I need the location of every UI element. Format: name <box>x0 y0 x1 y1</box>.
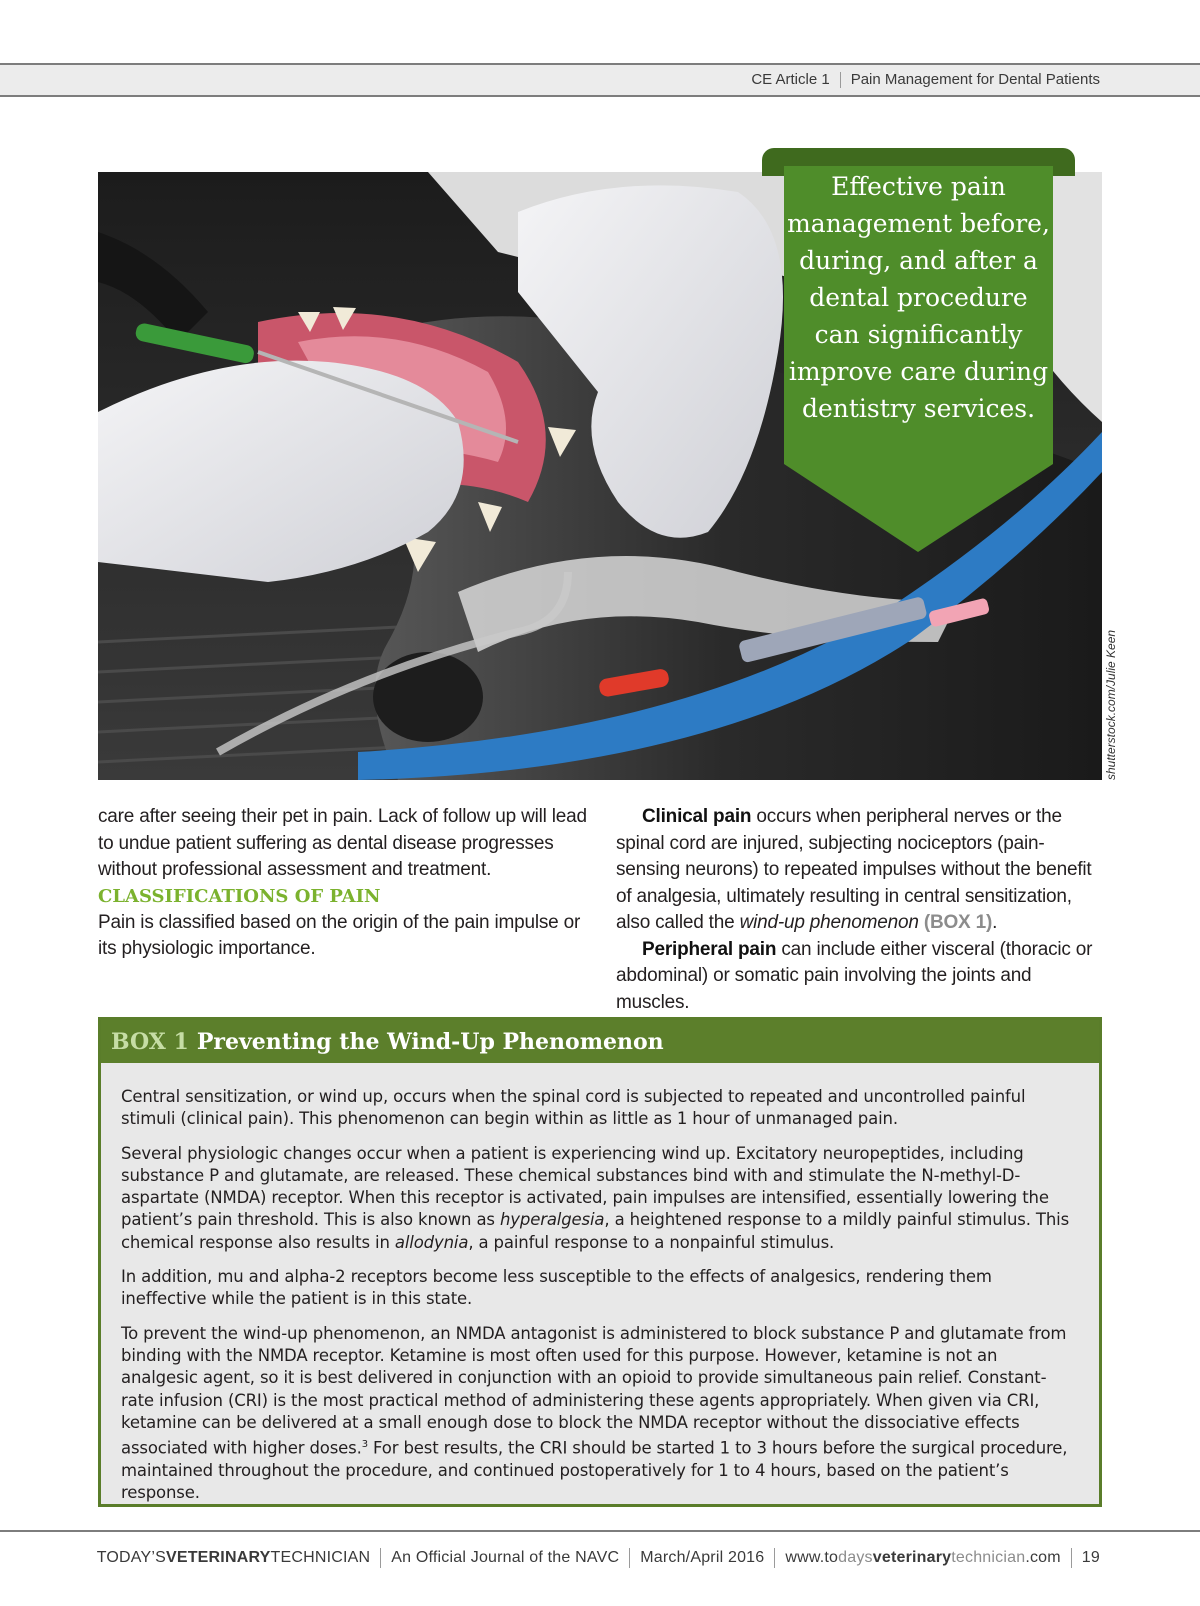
url-part-a: www.to <box>785 1549 839 1566</box>
box-paragraph-2 <box>121 1143 1079 1254</box>
box-paragraph-4 <box>121 1323 1079 1505</box>
box-p4-text-b: For best results, the CRI should be started 1 to 3 hours before the surgical procedure, maintained throughout the procedure, and continued postoperatively for 1 to 4 hours, based on the patient’s response. <box>121 1438 1068 1503</box>
box-p4-text-a: To prevent the wind-up phenomenon, an NMDA antagonist is administered to block substance P and glutamate from binding with the NMDA receptor. Ketamine is most often used for this purpose. However, ketamine is not an analgesic agent, so it is best delivered in conjunction with an opioid to provide simultaneous pain relief. Constant-rate infusion (CRI) is the most practical method of administering these agents appropriately. When given via CRI, ketamine can be delivered at a small enough dose to block the NMDA receptor without the dissociative effects associated with higher doses. <box>121 1323 1067 1458</box>
pull-quote <box>762 148 1075 560</box>
box-number: BOX 1 <box>111 1028 189 1055</box>
box-title: Preventing the Wind-Up Phenomenon <box>196 1028 664 1055</box>
url-part-e: .com <box>1025 1549 1061 1566</box>
callout-text: Effective pain management before, during, and after a dental procedure can significantly improve care during dentistry services. <box>787 172 1050 423</box>
classification-paragraph: Pain is classified based on the origin of the pain impulse or its physiologic importance. <box>98 911 581 959</box>
page-footer <box>97 1548 1100 1568</box>
journal-brand <box>97 1549 371 1567</box>
section-heading: CLASSIFICATIONS OF PAIN <box>98 885 381 907</box>
footer-rule <box>0 1530 1200 1532</box>
box-paragraph-3: In addition, mu and alpha-2 receptors become less susceptible to the effects of analgesics, rendering them ineffective while the patient is in this state. <box>121 1267 992 1309</box>
wind-up-term: wind-up phenomenon <box>739 912 919 933</box>
allodynia-term: allodynia <box>394 1232 469 1252</box>
box-header <box>101 1020 1099 1063</box>
hyperalgesia-term: hyperalgesia <box>499 1210 605 1230</box>
brand-part-c: TECHNICIAN <box>270 1549 371 1566</box>
peripheral-pain-term: Peripheral pain <box>642 938 777 960</box>
peripheral-pain-paragraph <box>616 937 1102 1017</box>
brand-part-b: VETERINARY <box>165 1549 271 1566</box>
url-part-c: veterinary <box>872 1549 952 1566</box>
section-label: CE Article 1 <box>751 71 830 88</box>
footer-divider <box>774 1548 775 1568</box>
header-divider <box>840 72 841 88</box>
clinical-pain-paragraph <box>616 804 1102 937</box>
box-p2-text-a: Several physiologic changes occur when a patient is experiencing wind up. Excitatory neuropeptides, including substance P and glutamate, are released. These chemical substances bind with and stimulate the N-methyl-D-aspartate (NMDA) receptor. When this receptor is activated, pain impulses are intensified, essentially lowering the patient’s pain threshold. This is also known as <box>121 1143 1049 1230</box>
footer-divider <box>380 1548 381 1568</box>
box-p2-text-c: , a painful response to a nonpainful stimulus. <box>468 1232 835 1252</box>
citation-superscript: 3 <box>361 1439 368 1451</box>
box-p2-text-b: , a heightened response to a mildly painful stimulus. This chemical response also results in <box>121 1210 1070 1252</box>
left-column <box>98 804 592 963</box>
article-title: Pain Management for Dental Patients <box>850 71 1100 88</box>
clinical-pain-term: Clinical pain <box>642 806 752 827</box>
brand-part-a: TODAY’S <box>96 1549 166 1566</box>
journal-tagline: An Official Journal of the NAVC <box>391 1549 620 1566</box>
box-reference: (BOX 1) <box>923 912 993 933</box>
page-number: 19 <box>1081 1549 1100 1566</box>
box-body <box>121 1086 1079 1517</box>
clinical-pain-text: occurs when peripheral nerves or the spinal cord are injured, subjecting nociceptors (pain-sensing neurons) to repeated impulses without the benefit of analgesia, ultimately resulting in central sensitization, also called the <box>616 806 1092 933</box>
right-column <box>616 804 1102 1016</box>
box-paragraph-1: Central sensitization, or wind up, occurs when the spinal cord is subjected to repeated and uncontrolled painful stimuli (clinical pain). This phenomenon can begin within as little as 1 hour of unmanaged pain. <box>121 1087 1026 1129</box>
url-part-d: technician <box>951 1549 1026 1566</box>
intro-paragraph: care after seeing their pet in pain. Lack of follow up will lead to undue patient suffering as dental disease progresses without professional assessment and treatment. <box>98 806 587 880</box>
website-link[interactable] <box>785 1549 1060 1567</box>
clinical-pain-end: . <box>992 912 998 933</box>
footer-divider <box>629 1548 630 1568</box>
photo-credit: shutterstock.com/Julie Keen <box>1104 629 1118 780</box>
issue-date: March/April 2016 <box>640 1549 765 1566</box>
peripheral-pain-text: can include either visceral (thoracic or abdominal) or somatic pain involving the joints and muscles. <box>616 938 1093 1013</box>
url-part-b: days <box>838 1549 873 1566</box>
running-header <box>0 63 1200 97</box>
running-head <box>751 71 1100 88</box>
footer-divider <box>1071 1548 1072 1568</box>
sidebar-box <box>98 1017 1102 1507</box>
